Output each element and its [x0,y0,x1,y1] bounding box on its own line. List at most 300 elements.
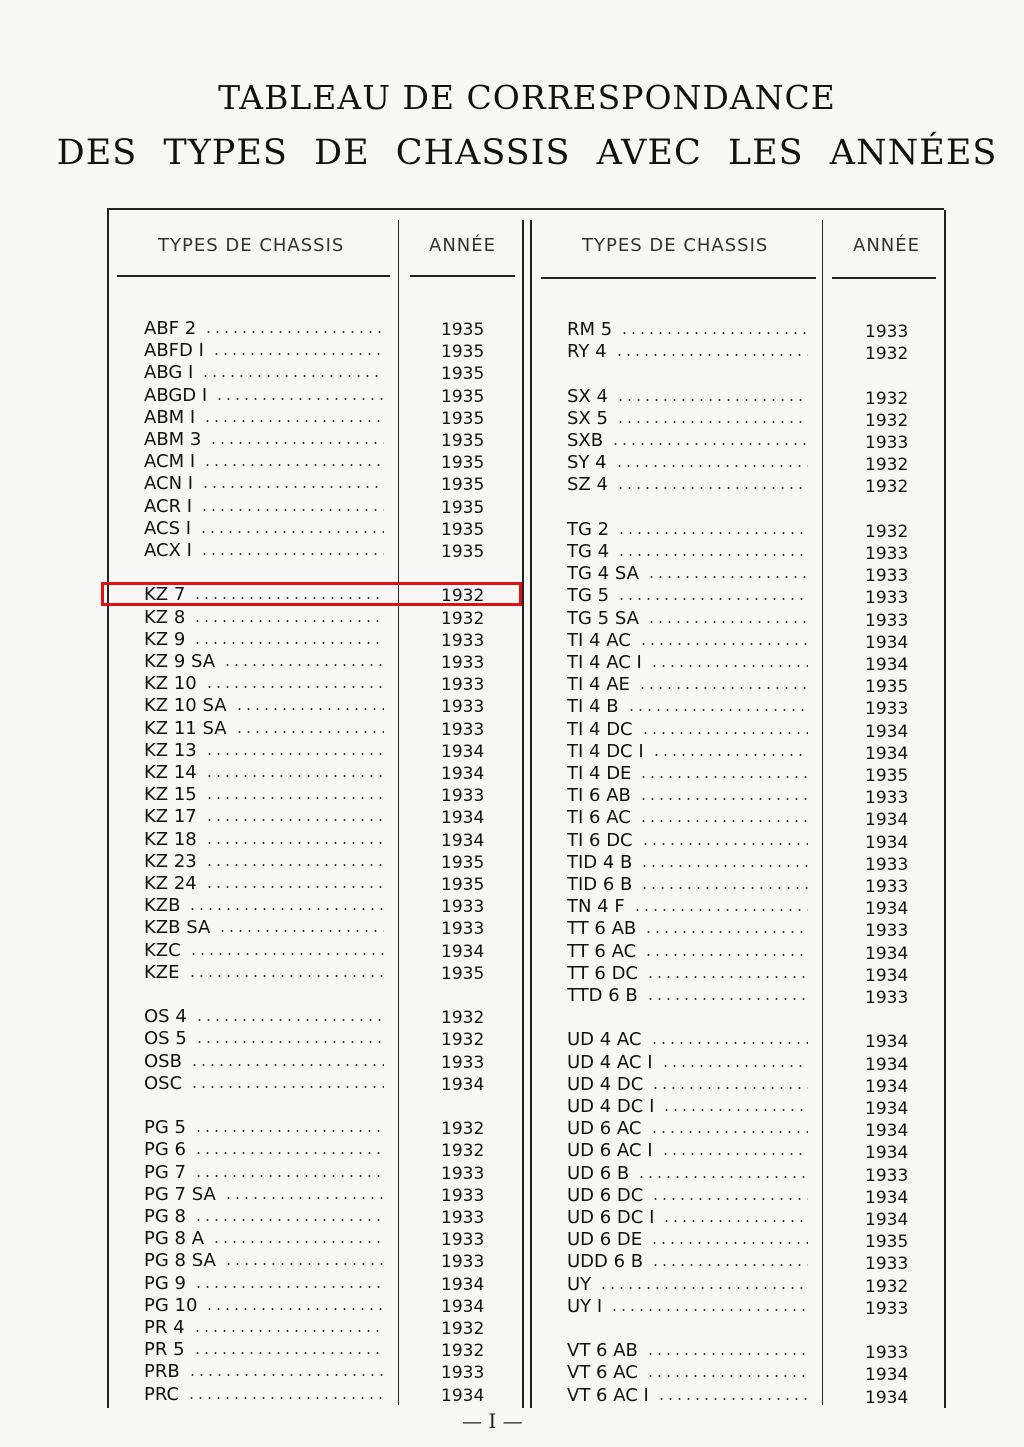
header-types-right: TYPES DE CHASSIS [582,235,769,256]
chassis-year: 1934 [865,810,909,831]
table-row [567,319,808,341]
chassis-year: 1933 [865,988,909,1008]
chassis-type: KZ 10 SA [144,695,227,717]
dot-leader [610,1309,808,1311]
chassis-type: UY I [567,1295,603,1317]
dot-leader [650,665,808,667]
dot-leader [650,1242,808,1244]
chassis-year: 1932 [865,521,909,542]
dot-leader [615,354,808,356]
table-row [144,451,384,473]
table-row [144,917,384,939]
table-row [567,430,808,452]
table-row [567,519,808,541]
chassis-year: 1934 [865,899,909,920]
dot-leader [200,553,384,555]
dot-leader [188,975,384,977]
chassis-type: KZB [144,895,181,917]
chassis-type: KZ 17 [144,806,197,828]
chassis-year: 1932 [441,1341,485,1362]
dot-leader [633,909,808,911]
table-row [144,1139,384,1161]
dot-leader [194,1175,384,1177]
highlight-box [101,582,522,606]
table-row [144,1184,384,1206]
dot-leader [650,1042,808,1044]
chassis-type: PRC [144,1383,180,1405]
chassis-type: PG 7 SA [144,1183,216,1205]
chassis-year: 1934 [441,1385,485,1406]
page-title-line-2: DES TYPES DE CHASSIS AVEC LES ANNÉES [56,133,998,173]
dot-leader [195,1019,384,1021]
chassis-year: 1935 [865,1232,909,1253]
table-row [567,1074,808,1096]
chassis-year: 1934 [441,808,485,829]
dot-leader [627,709,808,711]
chassis-type: ABM I [144,406,196,428]
table-row [567,341,808,363]
table-row [567,674,808,696]
chassis-type: PG 7 [144,1161,186,1183]
chassis-year: 1932 [441,1141,485,1162]
chassis-type: PG 8 A [144,1228,205,1250]
chassis-year: 1932 [441,1119,485,1140]
dot-leader [203,420,384,422]
chassis-year: 1934 [865,655,909,675]
chassis-year: 1934 [865,965,909,986]
chassis-type: KZ 15 [144,784,197,806]
chassis-year: 1934 [865,1121,909,1142]
dot-leader [637,1176,808,1178]
dot-leader [203,464,384,466]
chassis-year: 1935 [441,453,485,474]
dot-leader [189,953,384,955]
table-row [567,630,808,652]
chassis-type: UD 6 DC [567,1184,644,1206]
chassis-year: 1935 [441,408,485,429]
table-row [144,629,384,651]
table-row [567,1185,808,1207]
dot-leader [205,797,384,799]
dot-leader [611,443,808,445]
chassis-year: 1934 [865,943,909,964]
dot-leader [224,1263,384,1265]
chassis-year: 1933 [865,566,909,587]
chassis-year: 1935 [441,542,485,562]
column-divider-left [398,220,399,1405]
chassis-year: 1933 [865,699,909,720]
table-row [567,1029,808,1051]
chassis-type: UDD 6 B [567,1251,644,1273]
chassis-type: ABM 3 [144,429,202,450]
dot-leader [644,954,808,956]
chassis-year: 1934 [865,1187,909,1208]
table-row [144,673,384,695]
table-row [567,1385,808,1407]
dot-leader [615,465,808,467]
table-row [567,1340,808,1362]
chassis-type: KZ 8 [144,606,186,628]
dot-leader [188,908,384,910]
table-row [567,963,808,985]
table-row [567,652,808,674]
chassis-type: ABGD I [144,384,208,406]
chassis-year: 1932 [441,1319,485,1339]
dot-leader [651,1087,808,1089]
chassis-type: UD 6 AC I [567,1140,653,1162]
dot-leader [616,399,808,401]
table-row [144,340,384,362]
dot-leader [638,687,808,689]
header-underline [541,277,816,279]
chassis-type: TG 4 [567,541,610,562]
chassis-year: 1933 [865,921,909,942]
chassis-type: SX 5 [567,407,608,429]
table-row [567,608,808,630]
chassis-year: 1933 [865,544,909,564]
chassis-type: TID 4 B [567,851,633,873]
chassis-type: ACS I [144,517,192,539]
chassis-year: 1935 [441,342,485,363]
chassis-year: 1933 [441,697,485,718]
dot-leader [190,1064,384,1066]
dot-leader [201,375,384,377]
chassis-type: ABG I [144,362,194,384]
chassis-type: UY [567,1273,592,1295]
table-row [567,807,808,829]
chassis-year: 1934 [441,830,485,851]
chassis-type: VT 6 AC I [567,1384,649,1406]
dot-leader [646,998,808,1000]
chassis-year: 1933 [865,610,909,631]
dot-leader [194,1130,384,1132]
dot-leader [661,1065,808,1067]
chassis-type: VT 6 AB [567,1340,638,1362]
chassis-year: 1934 [441,741,485,762]
table-row [144,651,384,673]
dot-leader [662,1109,808,1111]
dot-leader [620,332,808,334]
header-underline [117,275,390,277]
dot-leader [187,1397,384,1399]
table-row [567,830,808,852]
chassis-type: ACM I [144,451,196,473]
chassis-type: RM 5 [567,319,613,340]
chassis-type: KZ 7 [144,584,186,606]
chassis-year: 1933 [865,322,909,342]
chassis-year: 1935 [441,320,485,340]
table-row [144,962,384,984]
column-divider-right [822,220,823,1405]
chassis-type: SX 4 [567,385,608,407]
chassis-year: 1935 [441,497,485,518]
dot-leader [194,1219,384,1221]
chassis-type: OS 5 [144,1028,187,1050]
chassis-type: UD 4 DC I [567,1096,655,1117]
chassis-year: 1933 [441,653,485,673]
dot-leader [235,708,384,710]
chassis-type: OSB [144,1050,182,1072]
chassis-year: 1935 [441,431,485,451]
dot-leader [651,1264,808,1266]
dot-leader [188,1374,384,1376]
table-row [567,1163,808,1185]
dot-leader [223,664,384,666]
chassis-year: 1933 [865,1298,909,1319]
chassis-year: 1933 [441,1252,485,1273]
chassis-year: 1933 [441,1208,485,1228]
chassis-year: 1933 [865,433,909,453]
chassis-type: UD 6 AC [567,1118,642,1140]
page-title-line-1: TABLEAU DE CORRESPONDANCE [218,78,836,117]
table-row [567,1096,808,1118]
dot-leader [212,1241,384,1243]
chassis-type: ACN I [144,473,194,495]
chassis-year: 1934 [865,1076,909,1097]
header-underline [410,275,515,277]
chassis-year: 1934 [441,1296,485,1317]
table-row [144,1339,384,1361]
chassis-year: 1933 [865,1165,909,1186]
table-row [567,408,808,430]
chassis-type: KZB SA [144,917,211,939]
dot-leader [199,531,384,533]
table-row [567,696,808,718]
chassis-year: 1932 [441,1030,485,1051]
table-row [144,362,384,384]
chassis-year: 1933 [441,786,485,807]
chassis-year: 1932 [441,608,485,629]
table-row [567,1052,808,1074]
chassis-year: 1934 [865,1210,909,1230]
chassis-year: 1934 [865,1387,909,1408]
dot-leader [640,887,808,889]
chassis-type: TG 5 [567,585,610,607]
dot-leader [215,398,384,400]
chassis-year: 1935 [441,852,485,873]
chassis-year: 1935 [441,386,485,407]
table-row [567,1207,808,1229]
table-top-rule [107,208,944,210]
chassis-year: 1932 [865,1276,909,1297]
chassis-year: 1934 [865,1365,909,1386]
chassis-year: 1934 [865,721,909,742]
dot-leader [617,554,808,556]
chassis-year: 1935 [441,875,485,895]
chassis-type: PR 5 [144,1339,185,1361]
table-row [567,896,808,918]
chassis-type: TG 4 SA [567,563,639,585]
chassis-type: TI 4 DC I [567,740,644,762]
dot-leader [224,1197,384,1199]
chassis-year: 1934 [865,743,909,764]
chassis-type: PRB [144,1361,180,1383]
chassis-year: 1933 [441,719,485,740]
dot-leader [218,930,384,932]
table-row [567,785,808,807]
dot-leader [193,642,384,644]
chassis-type: TI 4 AE [567,674,630,696]
dot-leader [616,421,808,423]
table-row [144,429,384,451]
chassis-type: TG 2 [567,518,610,540]
chassis-year: 1934 [865,1143,909,1164]
chassis-type: ABFD I [144,340,204,362]
table-row [144,607,384,629]
chassis-year: 1934 [865,1099,909,1119]
dot-leader [640,865,808,867]
chassis-type: UD 6 DE [567,1229,643,1251]
chassis-year: 1935 [441,963,485,984]
chassis-year: 1933 [441,919,485,940]
chassis-type: TI 6 DC [567,829,633,851]
chassis-year: 1932 [865,455,909,476]
table-row [567,1229,808,1251]
chassis-year: 1932 [865,477,909,498]
chassis-type: TG 5 SA [567,607,639,629]
chassis-year: 1933 [441,630,485,651]
table-row [144,540,384,562]
dot-leader [235,731,384,733]
chassis-type: PR 4 [144,1317,185,1338]
chassis-year: 1934 [441,1274,485,1295]
chassis-type: KZ 11 SA [144,717,227,739]
chassis-type: KZC [144,939,181,961]
chassis-type: PG 8 SA [144,1250,216,1272]
chassis-type: PG 10 [144,1294,198,1316]
chassis-year: 1934 [865,1032,909,1053]
chassis-type: TN 4 F [567,896,625,918]
table-row [144,851,384,873]
chassis-type: TI 6 AB [567,785,631,807]
chassis-type: UD 4 AC I [567,1051,653,1073]
table-row [144,318,384,340]
dot-leader [204,331,384,333]
table-row [144,740,384,762]
table-row [144,1317,384,1339]
table-row [144,1384,384,1406]
header-types-left: TYPES DE CHASSIS [158,235,345,256]
chassis-type: TI 4 AC I [567,652,642,673]
chassis-type: ACX I [144,540,192,561]
chassis-type: TTD 6 B [567,985,638,1006]
chassis-type: TI 4 B [567,696,619,718]
table-row [144,518,384,540]
table-row [567,985,808,1007]
chassis-type: TT 6 DC [567,962,638,984]
center-double-rule-a [522,220,524,1408]
chassis-year: 1933 [865,1254,909,1275]
table-row [144,1117,384,1139]
table-row [144,1006,384,1028]
chassis-year: 1934 [865,832,909,853]
table-row [144,762,384,784]
chassis-type: KZ 23 [144,850,197,872]
table-row [567,1251,808,1273]
table-row [567,941,808,963]
chassis-year: 1935 [441,519,485,540]
chassis-year: 1935 [441,364,485,385]
table-row [144,1051,384,1073]
chassis-type: RY 4 [567,341,607,363]
chassis-type: KZ 18 [144,828,197,850]
dot-leader [195,1041,384,1043]
chassis-year: 1933 [441,1230,485,1251]
dot-leader [205,819,384,821]
table-row [567,386,808,408]
table-row [567,763,808,785]
dot-leader [617,598,808,600]
dot-leader [646,1375,808,1377]
chassis-type: TT 6 AB [567,918,637,940]
dot-leader [647,621,808,623]
dot-leader [661,1153,808,1155]
chassis-type: ABF 2 [144,318,197,339]
table-row [144,1206,384,1228]
chassis-year: 1934 [441,941,485,962]
dot-leader [205,886,384,888]
table-row [144,407,384,429]
table-row [567,1274,808,1296]
dot-leader [646,1353,808,1355]
table-row [144,1073,384,1095]
chassis-year: 1934 [865,632,909,653]
dot-leader [190,1086,384,1088]
table-row [567,474,808,496]
chassis-type: KZ 9 SA [144,651,216,672]
chassis-year: 1935 [865,677,909,698]
table-row [144,784,384,806]
dot-leader [599,1287,808,1289]
dot-leader [651,1198,808,1200]
chassis-type: KZ 9 [144,628,186,650]
chassis-type: UD 6 B [567,1162,630,1184]
chassis-type: OS 4 [144,1006,187,1028]
chassis-type: SZ 4 [567,474,608,496]
dot-leader [652,754,808,756]
chassis-year: 1933 [441,1363,485,1384]
chassis-year: 1933 [441,675,485,696]
table-row [567,852,808,874]
chassis-year: 1933 [441,1185,485,1206]
table-row [567,541,808,563]
chassis-type: OSC [144,1072,183,1094]
dot-leader [662,1220,808,1222]
dot-leader [201,486,384,488]
dot-leader [209,442,384,444]
table-row [567,452,808,474]
chassis-type: TT 6 AC [567,940,637,962]
table-row [567,741,808,763]
chassis-year: 1933 [865,1343,909,1364]
chassis-type: UD 4 AC [567,1029,642,1051]
dot-leader [205,1308,384,1310]
table-row [144,1162,384,1184]
chassis-type: PG 9 [144,1272,186,1294]
table-row [144,1295,384,1317]
dot-leader [650,1131,808,1133]
chassis-year: 1933 [865,854,909,875]
table-row [144,1028,384,1050]
dot-leader [205,753,384,755]
chassis-type: KZ 24 [144,873,197,894]
dot-leader [639,798,808,800]
chassis-year: 1935 [865,766,909,786]
table-row [144,895,384,917]
chassis-type: UD 4 DC [567,1073,644,1095]
table-row [567,563,808,585]
chassis-year: 1934 [441,1074,485,1095]
